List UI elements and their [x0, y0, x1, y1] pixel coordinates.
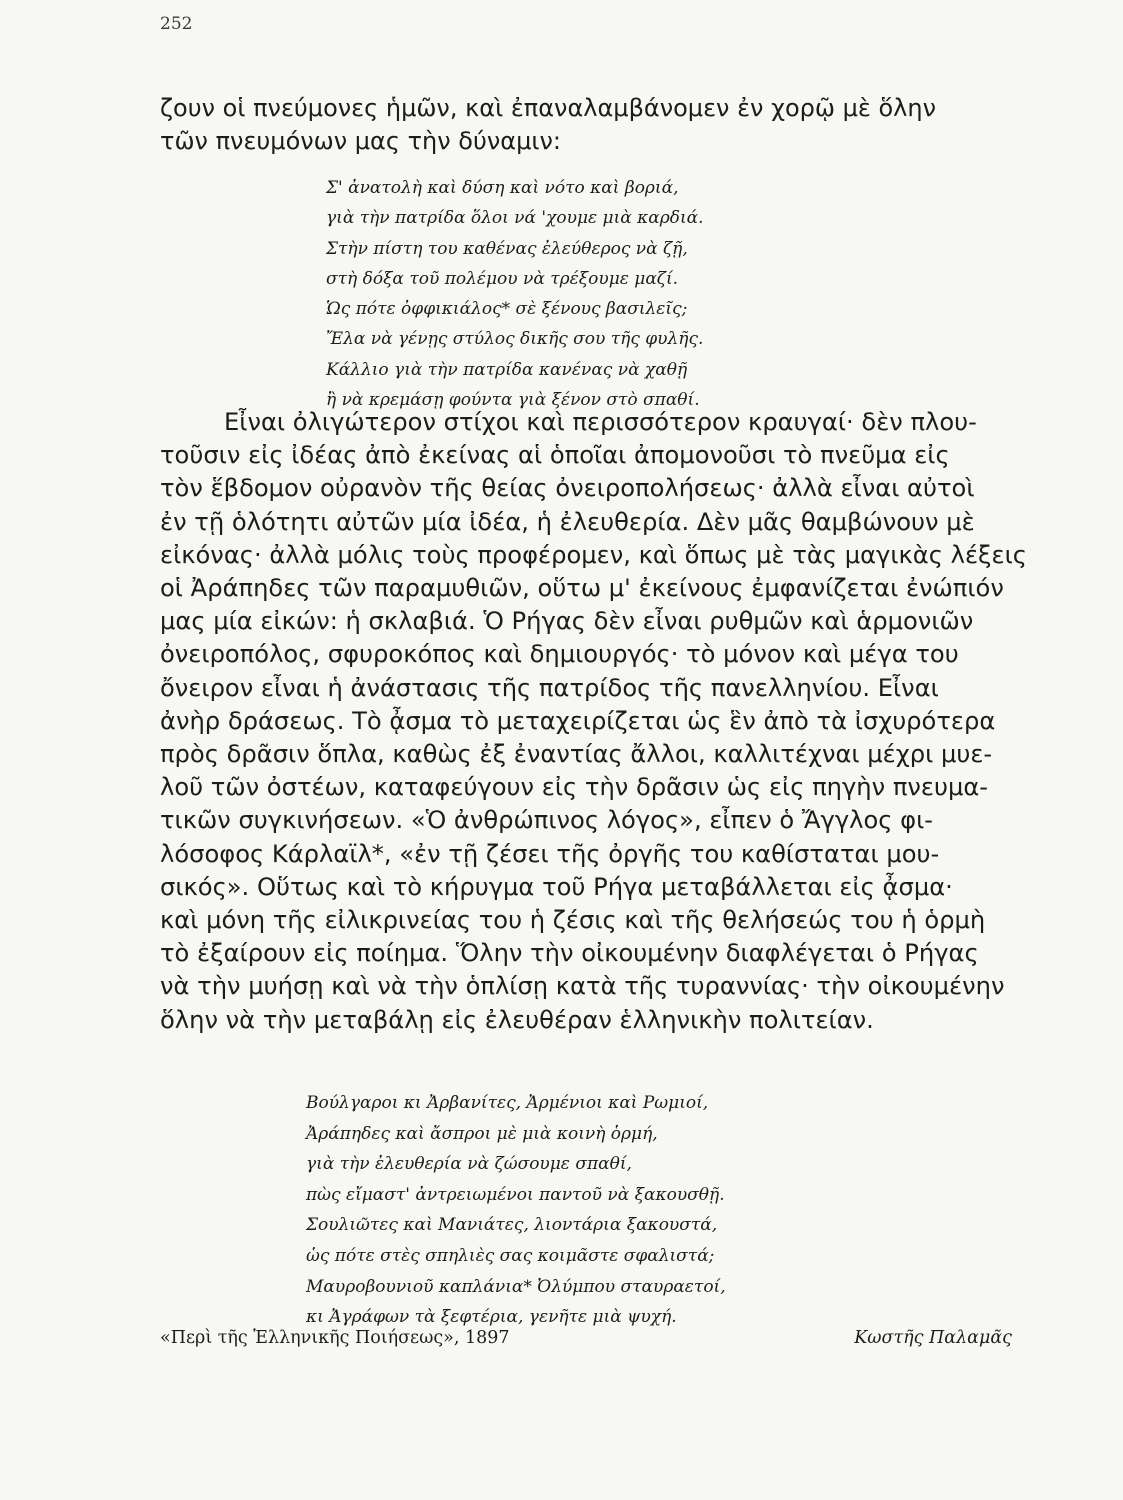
text-line: λόσοφος Κάρλαϊλ*, «ἐν τῇ ζέσει τῆς ὀργῆς του καθίσταται μου-	[160, 839, 940, 868]
poem-stanza-two	[306, 1088, 866, 1333]
poem-line: ἢ νὰ κρεμάσῃ φούντα γιὰ ξένον στὸ σπαθί.	[326, 390, 700, 411]
poem-line: Βούλγαροι κι Ἀρβανίτες, Ἀρμένιοι καὶ Ρωμιοί,	[306, 1093, 709, 1113]
poem-line: Σ' ἀνατολὴ καὶ δύση καὶ νότο καὶ βοριά,	[326, 178, 679, 198]
poem-line: Ἀράπηδες καὶ ἄσπροι μὲ μιὰ κοινὴ ὁρμή,	[306, 1123, 658, 1144]
body-paragraph	[160, 406, 1027, 1037]
text-line: μας μία εἰκών: ἡ σκλαβιά. Ὁ Ρήγας δὲν εἶναι ρυθμῶν καὶ ἁρμονιῶν	[160, 607, 974, 636]
text-line: ὅλην νὰ τὴν μεταβάλῃ εἰς ἐλευθέραν ἑλληνικὴν πολιτείαν.	[160, 1005, 874, 1034]
text-line: τικῶν συγκινήσεων. «Ὁ ἀνθρώπινος λόγος», εἶπεν ὁ Ἄγγλος φι-	[160, 806, 933, 835]
text-line: ὀνειροπόλος, σφυροκόπος καὶ δημιουργός· τὸ μόνον καὶ μέγα του	[160, 640, 959, 669]
poem-line: κι Ἀγράφων τὰ ξεφτέρια, γενῆτε μιὰ ψυχή.	[306, 1307, 677, 1328]
text-line: τοῦσιν εἰς ἰδέας ἀπὸ ἐκείνας αἱ ὁποῖαι ἀπομονοῦσι τὸ πνεῦμα εἰς	[160, 441, 950, 470]
text-line: τὸ ἐξαίρουν εἰς ποίημα. Ὅλην τὴν οἰκουμένην διαφλέγεται ὁ Ρήγας	[160, 939, 979, 968]
text-line: ἀνὴρ δράσεως. Τὸ ᾆσμα τὸ μεταχειρίζεται ὡς ἓν ἀπὸ τὰ ἰσχυρότερα	[160, 706, 996, 735]
text-line: τὸν ἕβδομον οὐρανὸν τῆς θείας ὀνειροπολήσεως· ἀλλὰ εἶναι αὐτοὶ	[160, 474, 975, 503]
poem-line: Κάλλιο γιὰ τὴν πατρίδα κανένας νὰ χαθῇ	[326, 359, 688, 380]
poem-line: γιὰ τὴν πατρίδα ὅλοι νά 'χουμε μιὰ καρδιά.	[326, 208, 704, 229]
poem-line: Μαυροβουνιοῦ καπλάνια* Ὀλύμπου σταυραετοί,	[306, 1276, 726, 1297]
text-line: ἐν τῇ ὁλότητι αὐτῶν μία ἰδέα, ἡ ἐλευθερία. Δὲν μᾶς θαμβώνουν μὲ	[160, 507, 975, 536]
poem-stanza-one	[326, 173, 886, 415]
poem-line: πὼς εἴμαστ' ἀντρειωμένοι παντοῦ νὰ ξακουσθῇ.	[306, 1184, 725, 1205]
attribution-source: «Περὶ τῆς Ἑλληνικῆς Ποιήσεως», 1897	[160, 1328, 510, 1348]
attribution-author: Κωστῆς Παλαμᾶς	[854, 1328, 1012, 1348]
text-line: Εἶναι ὀλιγώτερον στίχοι καὶ περισσότερον κραυγαί· δὲν πλου-	[224, 408, 977, 436]
page-number: 252	[160, 14, 193, 34]
text-line: λοῦ τῶν ὀστέων, καταφεύγουν εἰς τὴν δρᾶσιν ὡς εἰς πηγὴν πνευμα-	[160, 773, 989, 802]
poem-line: ὡς πότε στὲς σπηλιὲς σας κοιμᾶστε σφαλιστά;	[306, 1245, 715, 1266]
poem-line: στὴ δόξα τοῦ πολέμου νὰ τρέξουμε μαζί.	[326, 268, 679, 289]
attribution	[160, 1328, 1012, 1348]
text-line: εἰκόνας· ἀλλὰ μόλις τοὺς προφέρομεν, καὶ ὅπως μὲ τὰς μαγικὰς λέξεις	[160, 540, 1027, 569]
poem-line: Σουλιῶτες καὶ Μανιάτες, λιοντάρια ξακουστά,	[306, 1215, 718, 1236]
poem-line: γιὰ τὴν ἐλευθερία νὰ ζώσουμε σπαθί,	[306, 1154, 632, 1175]
text-line: ὄνειρον εἶναι ἡ ἀνάστασις τῆς πατρίδος τῆς πανελληνίου. Εἶναι	[160, 673, 939, 702]
text-line: πρὸς δρᾶσιν ὅπλα, καθὼς ἐξ ἐναντίας ἄλλοι, καλλιτέχναι μέχρι μυε-	[160, 740, 993, 769]
text-line: οἱ Ἀράπηδες τῶν παραμυθιῶν, οὕτω μ' ἐκείνους ἐμφανίζεται ἐνώπιόν	[160, 574, 1004, 603]
poem-line: Στὴν πίστη του καθένας ἐλεύθερος νὰ ζῇ,	[326, 238, 688, 259]
poem-line: Ἔλα νὰ γένῃς στύλος δικῆς σου τῆς φυλῆς.	[326, 329, 704, 350]
text-line: τῶν πνευμόνων μας τὴν δύναμιν:	[160, 127, 561, 155]
poem-line: Ὡς πότε ὀφφικιάλος* σὲ ξένους βασιλεῖς;	[326, 299, 688, 320]
opening-paragraph	[160, 92, 1030, 158]
text-line: νὰ τὴν μυήσῃ καὶ νὰ τὴν ὁπλίσῃ κατὰ τῆς τυραννίας· τὴν οἰκουμένην	[160, 972, 1005, 1001]
text-line: καὶ μόνη τῆς εἰλικρινείας του ἡ ζέσις καὶ τῆς θελήσεώς του ἡ ὁρμὴ	[160, 906, 986, 935]
text-line: ζουν οἱ πνεύμονες ἡμῶν, καὶ ἐπαναλαμβάνομεν ἐν χορῷ μὲ ὅλην	[160, 94, 936, 122]
text-line: σικός». Οὕτως καὶ τὸ κήρυγμα τοῦ Ρήγα μεταβάλλεται εἰς ᾆσμα·	[160, 872, 953, 901]
